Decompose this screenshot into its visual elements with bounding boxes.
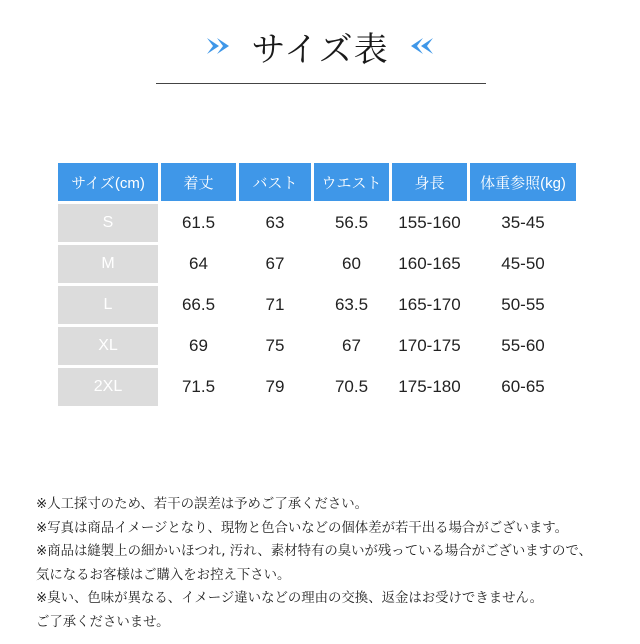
chevron-left-icon — [405, 35, 435, 57]
table-cell: 63 — [239, 204, 311, 242]
table-row — [58, 286, 576, 324]
size-table — [55, 160, 579, 409]
table-cell: 69 — [161, 327, 236, 365]
note-line: ※人工採寸のため、若干の誤差は予めご了承ください。 — [36, 497, 369, 512]
column-header: 身長 — [392, 163, 467, 201]
table-cell: 170-175 — [392, 327, 467, 365]
size-label: M — [58, 245, 158, 283]
table-cell: 165-170 — [392, 286, 467, 324]
size-label: 2XL — [58, 368, 158, 406]
column-header: バスト — [239, 163, 311, 201]
table-cell: 155-160 — [392, 204, 467, 242]
note-line: ※臭い、色味が異なる、イメージ違いなどの理由の交換、返金はお受けできません。 — [36, 591, 544, 606]
table-cell: 67 — [314, 327, 389, 365]
table-row — [58, 245, 576, 283]
note-line: 気になるお客様はご購入をお控え下さい。 — [36, 567, 291, 583]
column-header: サイズ(cm) — [58, 163, 158, 201]
size-label: L — [58, 286, 158, 324]
table-cell: 66.5 — [161, 286, 236, 324]
table-row — [58, 368, 576, 406]
table-cell: 175-180 — [392, 368, 467, 406]
note-line: ※商品は縫製上の細かいほつれ, 汚れ、素材特有の臭いが残っている場合がございますので、 — [36, 544, 592, 559]
table-cell: 60-65 — [470, 368, 576, 406]
table-cell: 35-45 — [470, 204, 576, 242]
table-cell: 160-165 — [392, 245, 467, 283]
title-bar — [0, 22, 640, 70]
size-label: XL — [58, 327, 158, 365]
table-cell: 75 — [239, 327, 311, 365]
column-header: ウエスト — [314, 163, 389, 201]
table-cell: 64 — [161, 245, 236, 283]
table-row — [58, 204, 576, 242]
table-cell: 50-55 — [470, 286, 576, 324]
table-cell: 67 — [239, 245, 311, 283]
table-cell: 71.5 — [161, 368, 236, 406]
column-header: 体重参照(kg) — [470, 163, 576, 201]
note-line: ※写真は商品イメージとなり、現物と色合いなどの個体差が若干出る場合がございます。 — [36, 520, 568, 536]
table-cell: 45-50 — [470, 245, 576, 283]
table-cell: 55-60 — [470, 327, 576, 365]
table-cell: 61.5 — [161, 204, 236, 242]
page-title: サイズ表 — [251, 29, 389, 70]
table-cell: 63.5 — [314, 286, 389, 324]
table-cell: 79 — [239, 368, 311, 406]
table-row — [58, 327, 576, 365]
title-divider — [156, 83, 486, 84]
table-cell: 71 — [239, 286, 311, 324]
table-cell: 60 — [314, 245, 389, 283]
notes-block — [36, 493, 626, 634]
chevron-right-icon — [205, 35, 235, 57]
size-label: S — [58, 204, 158, 242]
table-cell: 56.5 — [314, 204, 389, 242]
table-header-row — [58, 163, 576, 201]
note-line: ご了承くださいませ。 — [36, 614, 170, 630]
table-cell: 70.5 — [314, 368, 389, 406]
column-header: 着丈 — [161, 163, 236, 201]
